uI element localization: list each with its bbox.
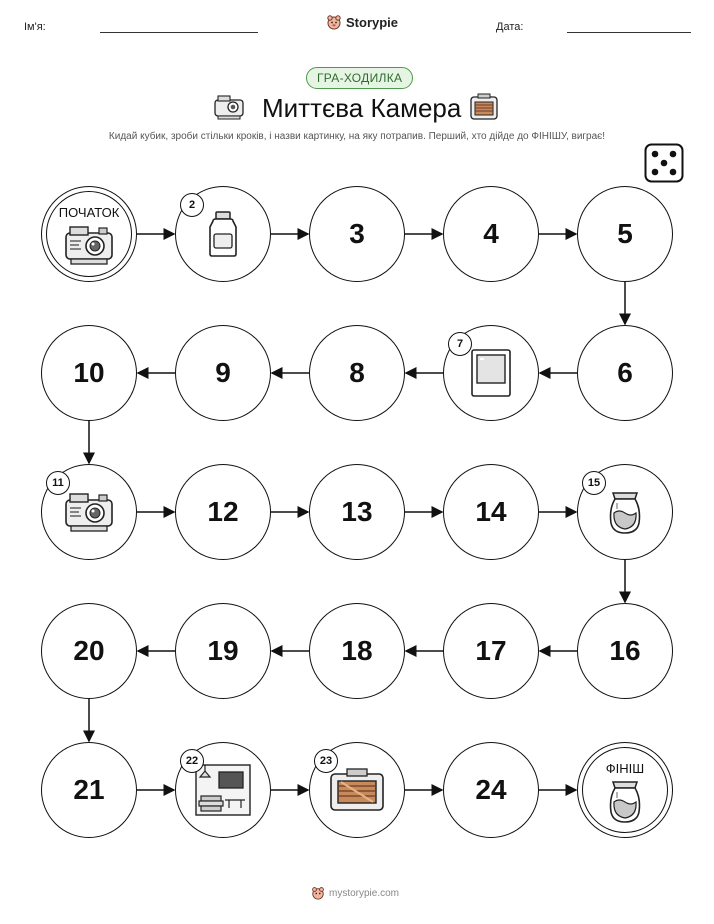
cell-number: 5 [617,218,633,249]
cell-number: 13 [341,496,373,527]
start-cell [41,186,137,282]
cell-number: 4 [483,218,499,249]
board-cell-12 [175,464,271,560]
footer [311,886,399,900]
cell-number: 20 [73,635,105,666]
cell-number: 18 [341,635,373,666]
board-cell-23 [309,742,405,838]
storypie-mascot-icon [311,886,325,900]
cell-number: 21 [73,774,105,805]
instant-camera-icon [61,223,117,267]
darkroom-icon [193,762,253,818]
cell-number: 14 [475,496,507,527]
cell-number-badge: 22 [180,749,204,773]
cell-number-badge: 15 [582,471,606,495]
board-cell-14 [443,464,539,560]
board-cell-3 [309,186,405,282]
cell-number-badge: 11 [46,471,70,495]
board-cell-7 [443,325,539,421]
instructions: Кидай кубик, зроби стільки кроків, і назви картинку, на яку потрапив. Перший, хто дійде до ФІНІШУ, виграє! [108,131,606,142]
brand-name: Storypie [346,14,399,30]
board-cell-13 [309,464,405,560]
cell-number-badge: 7 [448,332,472,356]
cell-number: 8 [349,357,365,388]
cell-number: 6 [617,357,633,388]
page-title: Миттєва Камера [262,93,462,123]
start-label: ПОЧАТОК [58,205,120,220]
bottle-icon [203,209,243,259]
board-cell-6 [577,325,673,421]
cell-number: 24 [475,774,507,805]
date-label: Дата: [496,21,524,33]
board-cell-9 [175,325,271,421]
board-cell-22 [175,742,271,838]
board-cell-21 [41,742,137,838]
finish-label: ФІНІШ [605,761,645,776]
cell-number: 3 [349,218,365,249]
cell-number: 10 [73,357,105,388]
board-cell-15 [577,464,673,560]
jar-icon [605,487,645,537]
board-cell-11 [41,464,137,560]
cell-number: 19 [207,635,239,666]
board-cell-4 [443,186,539,282]
cell-number: 17 [475,635,507,666]
board-cell-10 [41,325,137,421]
board-cell-24 [443,742,539,838]
name-label: Ім'я: [24,21,46,33]
board-cell-20 [41,603,137,699]
board-cell-16 [577,603,673,699]
cell-number-badge: 23 [314,749,338,773]
cell-number-badge: 2 [180,193,204,217]
board-cell-5 [577,186,673,282]
cell-number: 16 [609,635,641,666]
finish-cell [577,742,673,838]
board-cell-17 [443,603,539,699]
footer-site: mystorypie.com [329,887,400,899]
board-cell-19 [175,603,271,699]
cell-number: 9 [215,357,231,388]
photo-frame-icon [468,347,514,399]
board-cell-2 [175,186,271,282]
board-cell-8 [309,325,405,421]
jar-icon [605,776,645,826]
film-cartridge-icon [327,766,387,814]
game-type-badge: ГРА-ХОДИЛКА [306,67,413,89]
instant-camera-icon [61,490,117,534]
cell-number: 12 [207,496,239,527]
board-cell-18 [309,603,405,699]
